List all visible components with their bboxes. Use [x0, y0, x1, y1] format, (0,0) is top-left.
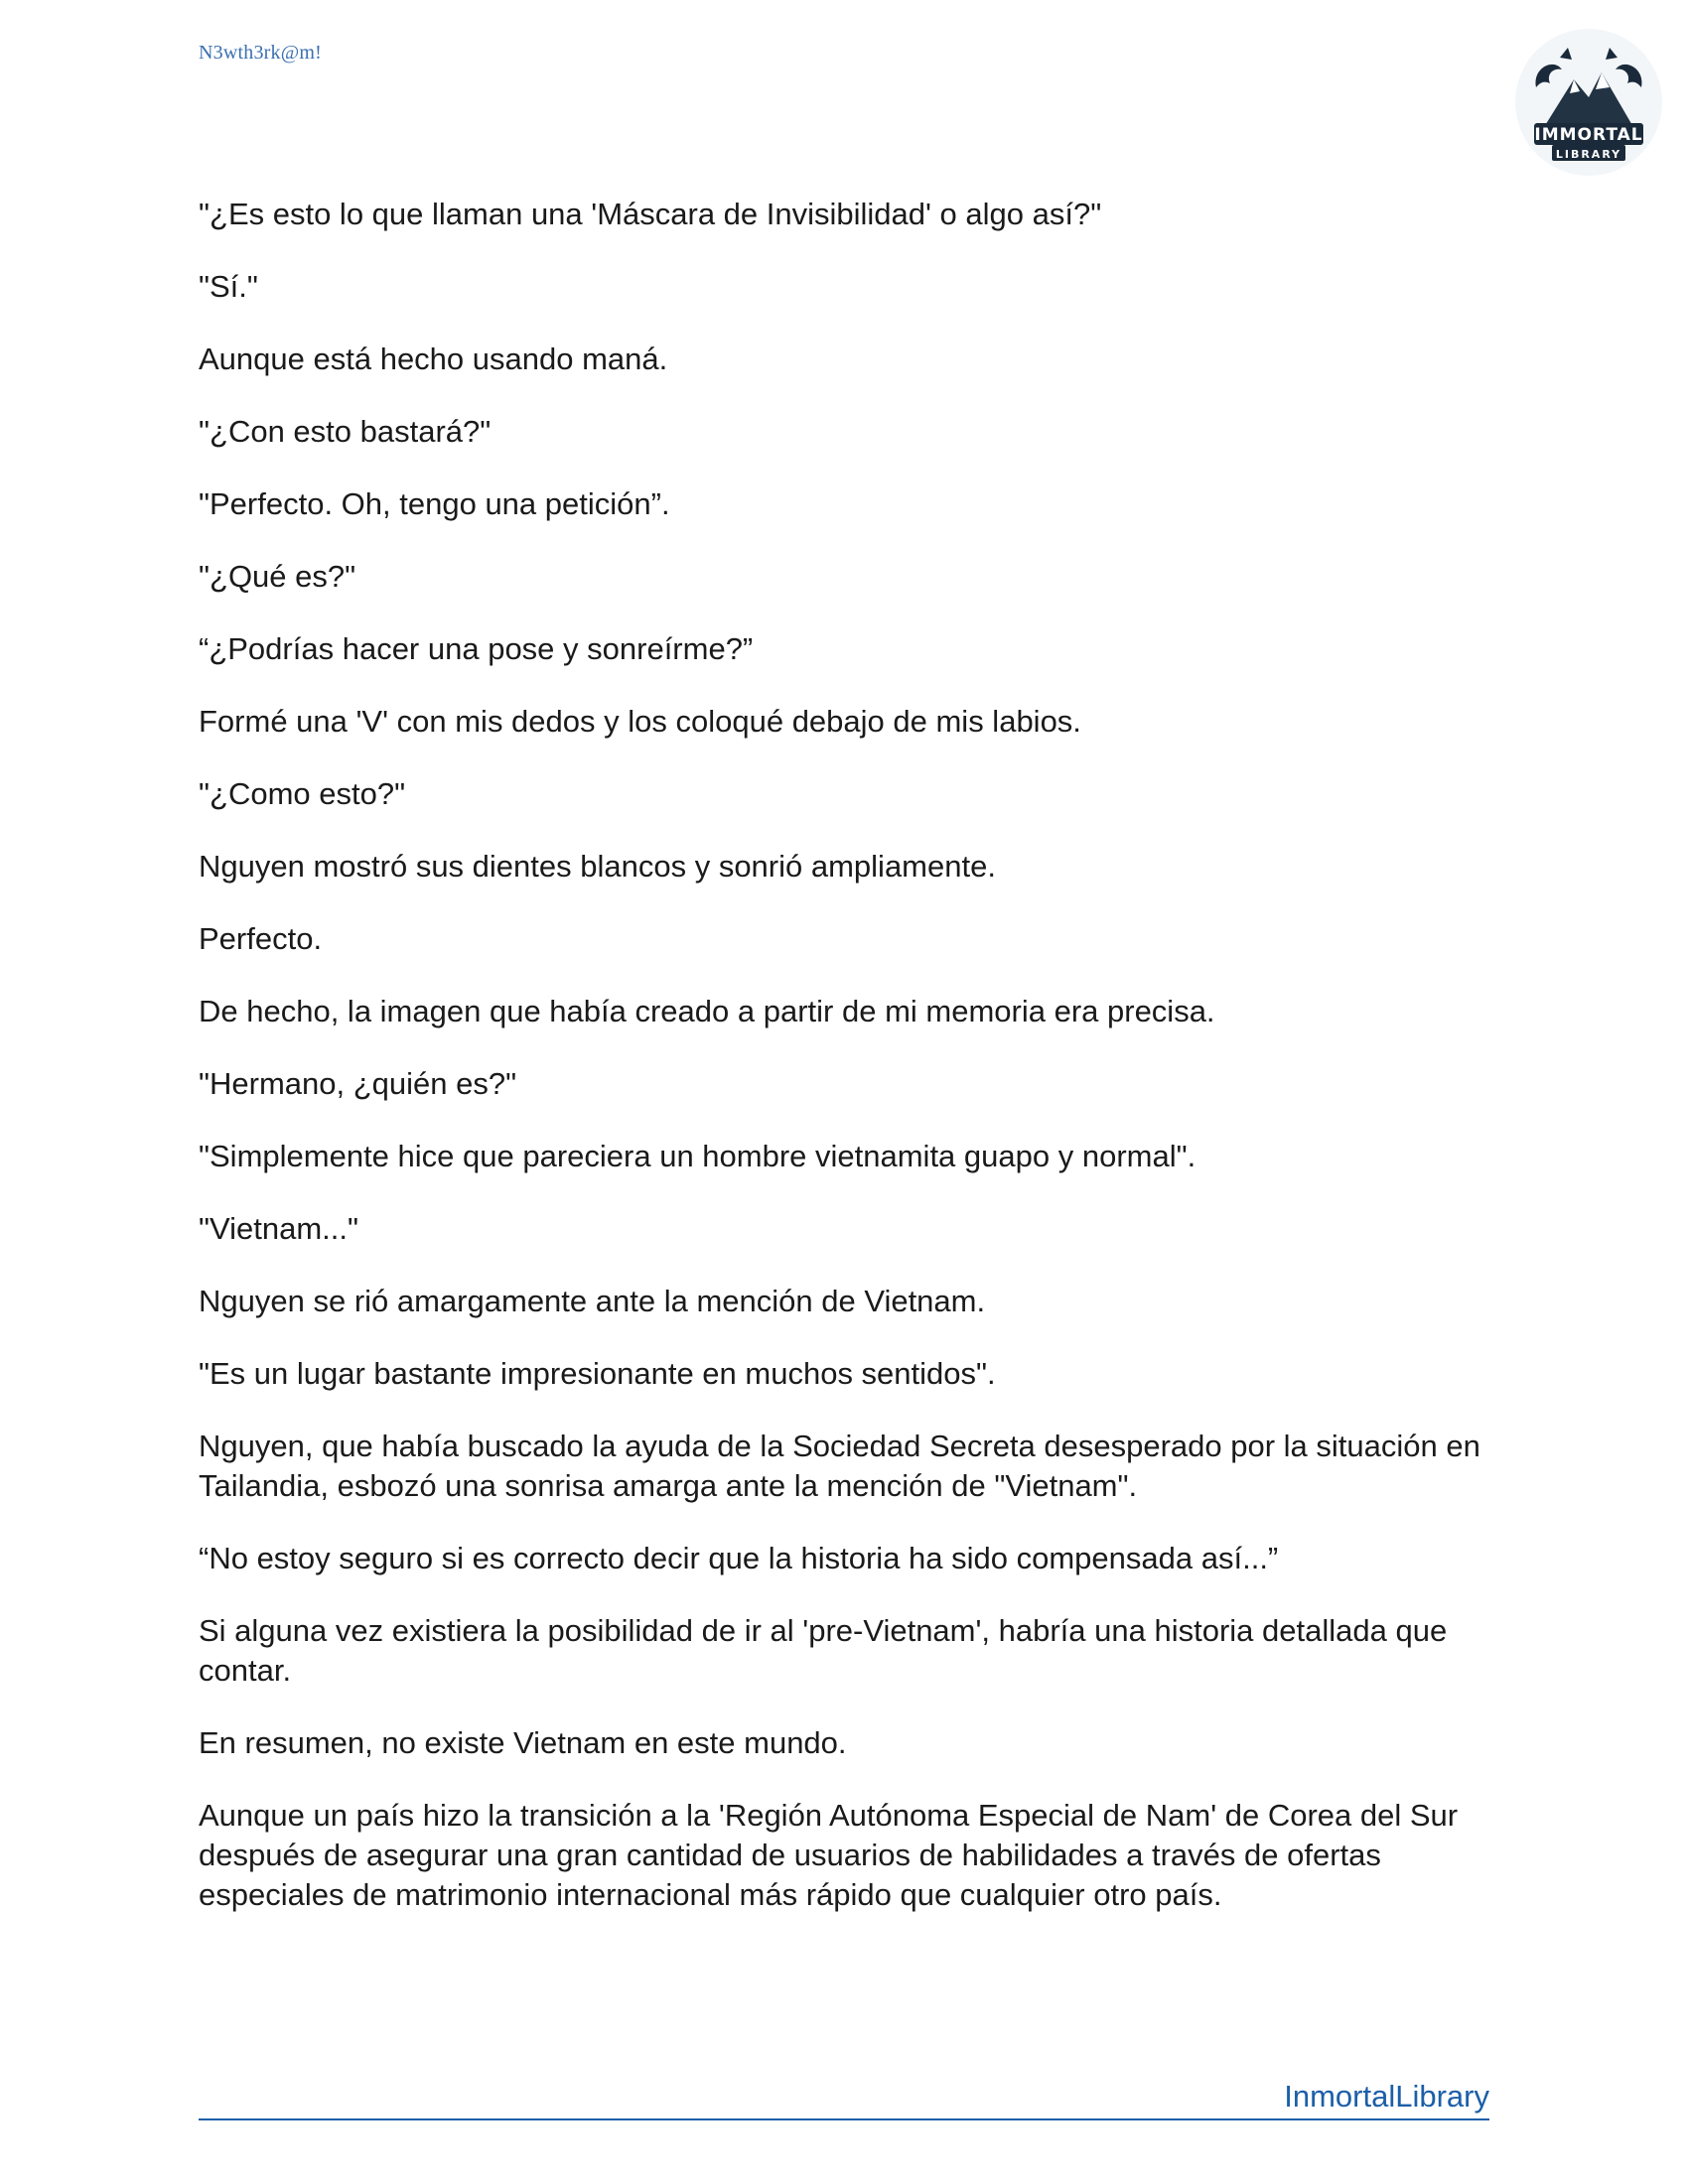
- body-text: [199, 195, 1489, 1948]
- paragraph: "¿Con esto bastará?": [199, 414, 492, 449]
- paragraph: "Sí.": [199, 269, 258, 304]
- paragraph: “No estoy seguro si es correcto decir que la historia ha sido compensada así...”: [199, 1541, 1279, 1575]
- paragraph: De hecho, la imagen que había creado a partir de mi memoria era precisa.: [199, 994, 1215, 1028]
- paragraph: "¿Qué es?": [199, 559, 356, 594]
- paragraph: "Simplemente hice que pareciera un hombre vietnamita guapo y normal".: [199, 1139, 1196, 1173]
- paragraph: Nguyen se rió amargamente ante la mención de Vietnam.: [199, 1284, 986, 1318]
- immortal-library-logo-icon: [1514, 28, 1663, 177]
- paragraph: “¿Podrías hacer una pose y sonreírme?”: [199, 631, 754, 666]
- logo-text-line2: LIBRARY: [1555, 148, 1622, 161]
- paragraph: "Perfecto. Oh, tengo una petición”.: [199, 486, 670, 521]
- paragraph: Nguyen, que había buscado la ayuda de la Sociedad Secreta desesperado por la situación en Tailandia, esbozó una sonrisa amarga ante la mención de "Vietnam".: [199, 1429, 1480, 1503]
- paragraph: "¿Es esto lo que llaman una 'Máscara de Invisibilidad' o algo así?": [199, 197, 1102, 231]
- paragraph: Perfecto.: [199, 921, 323, 956]
- header-tag: N3wth3rk@m!: [199, 42, 322, 64]
- paragraph: En resumen, no existe Vietnam en este mundo.: [199, 1725, 847, 1760]
- paragraph: "Vietnam...": [199, 1211, 359, 1246]
- footer-rule: [199, 2118, 1489, 2120]
- logo-text-line1: IMMORTAL: [1534, 125, 1643, 145]
- footer-link-inmortal-library[interactable]: InmortalLibrary: [1284, 2079, 1489, 2114]
- paragraph: Si alguna vez existiera la posibilidad de ir al 'pre-Vietnam', habría una historia detallada que contar.: [199, 1613, 1448, 1688]
- paragraph: Formé una 'V' con mis dedos y los coloqué debajo de mis labios.: [199, 704, 1081, 739]
- paragraph: "Es un lugar bastante impresionante en muchos sentidos".: [199, 1356, 996, 1391]
- paragraph: "Hermano, ¿quién es?": [199, 1066, 517, 1101]
- paragraph: Aunque un país hizo la transición a la 'Región Autónoma Especial de Nam' de Corea del Sur después de asegurar una gran cantidad de usuarios de habilidades a través de ofertas especiales de matrimonio internacional más rápido que cualquier otro país.: [199, 1798, 1459, 1912]
- paragraph: "¿Como esto?": [199, 776, 406, 811]
- paragraph: Nguyen mostró sus dientes blancos y sonrió ampliamente.: [199, 849, 996, 884]
- paragraph: Aunque está hecho usando maná.: [199, 341, 668, 376]
